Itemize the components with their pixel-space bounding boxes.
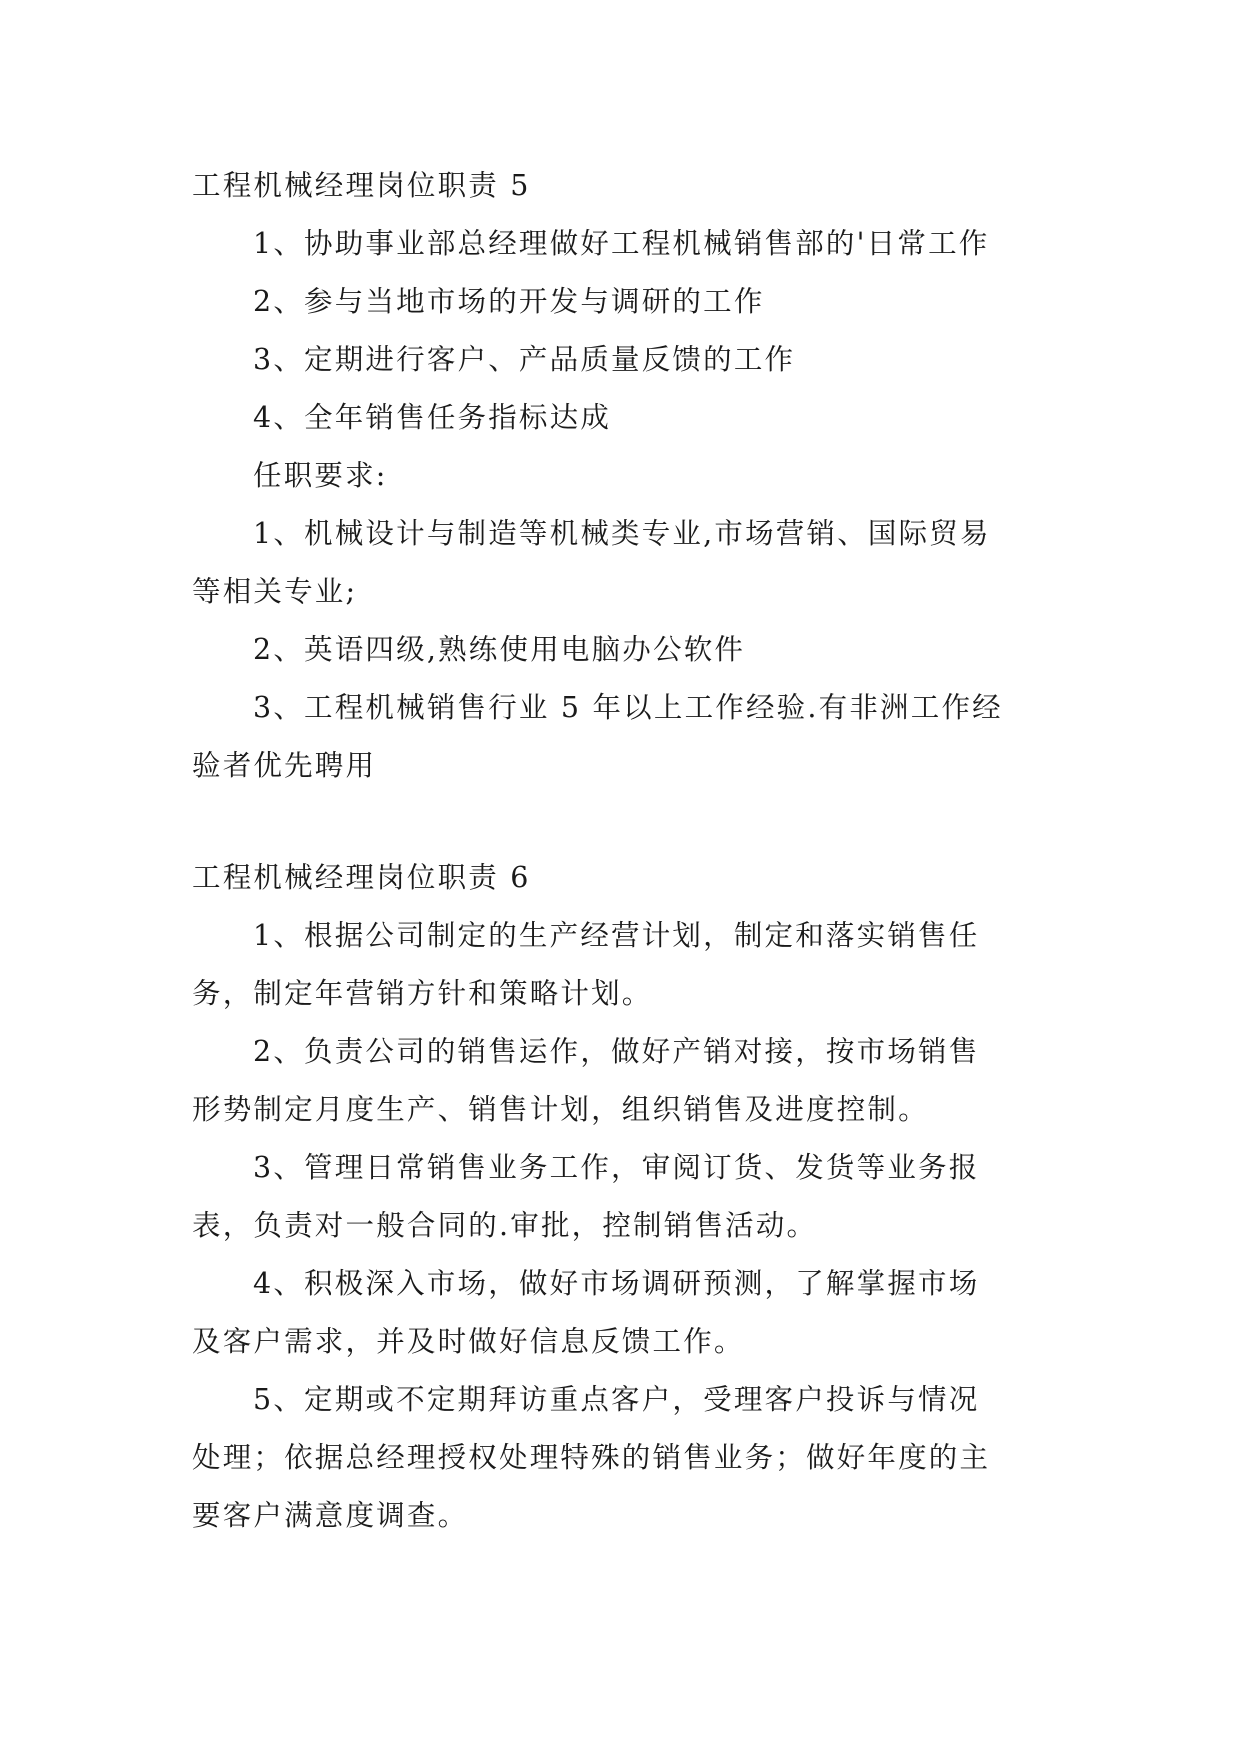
section6-item-1-line-2: 务，制定年营销方针和策略计划。 xyxy=(192,977,653,1010)
section6-item-5-line-3: 要客户满意度调查。 xyxy=(192,1499,469,1532)
section5-req-1-line-2: 等相关专业; xyxy=(192,575,358,608)
section6-item-5-line-2: 处理；依据总经理授权处理特殊的销售业务；做好年度的主 xyxy=(192,1441,991,1474)
section5-item-2: 2、参与当地市场的开发与调研的工作 xyxy=(253,285,765,318)
section6-item-1-line-1: 1、根据公司制定的生产经营计划，制定和落实销售任 xyxy=(253,919,980,952)
section6-title: 工程机械经理岗位职责 6 xyxy=(192,861,531,894)
section5-req-2-line-1: 2、英语四级,熟练使用电脑办公软件 xyxy=(253,633,746,666)
section6-item-3-line-2: 表，负责对一般合同的.审批，控制销售活动。 xyxy=(192,1209,818,1242)
section5-item-4: 4、全年销售任务指标达成 xyxy=(253,401,612,434)
section5-requirements-label: 任职要求: xyxy=(253,459,388,492)
section6-item-4-line-1: 4、积极深入市场，做好市场调研预测，了解掌握市场 xyxy=(253,1267,980,1300)
section5-req-3-line-2: 验者优先聘用 xyxy=(192,749,377,782)
section5-title: 工程机械经理岗位职责 5 xyxy=(192,169,531,202)
section5-req-3-line-1: 3、工程机械销售行业 5 年以上工作经验.有非洲工作经 xyxy=(253,691,1003,724)
section5-req-1-line-1: 1、机械设计与制造等机械类专业,市场营销、国际贸易 xyxy=(253,517,991,550)
section6-item-4-line-2: 及客户需求，并及时做好信息反馈工作。 xyxy=(192,1325,745,1358)
section6-item-2-line-2: 形势制定月度生产、销售计划，组织销售及进度控制。 xyxy=(192,1093,929,1126)
section6-item-5-line-1: 5、定期或不定期拜访重点客户，受理客户投诉与情况 xyxy=(253,1383,980,1416)
section6-item-3-line-1: 3、管理日常销售业务工作，审阅订货、发货等业务报 xyxy=(253,1151,980,1184)
section6-item-2-line-1: 2、负责公司的销售运作，做好产销对接，按市场销售 xyxy=(253,1035,980,1068)
section5-item-3: 3、定期进行客户、产品质量反馈的工作 xyxy=(253,343,796,376)
section5-item-1: 1、协助事业部总经理做好工程机械销售部的'日常工作 xyxy=(253,227,990,260)
